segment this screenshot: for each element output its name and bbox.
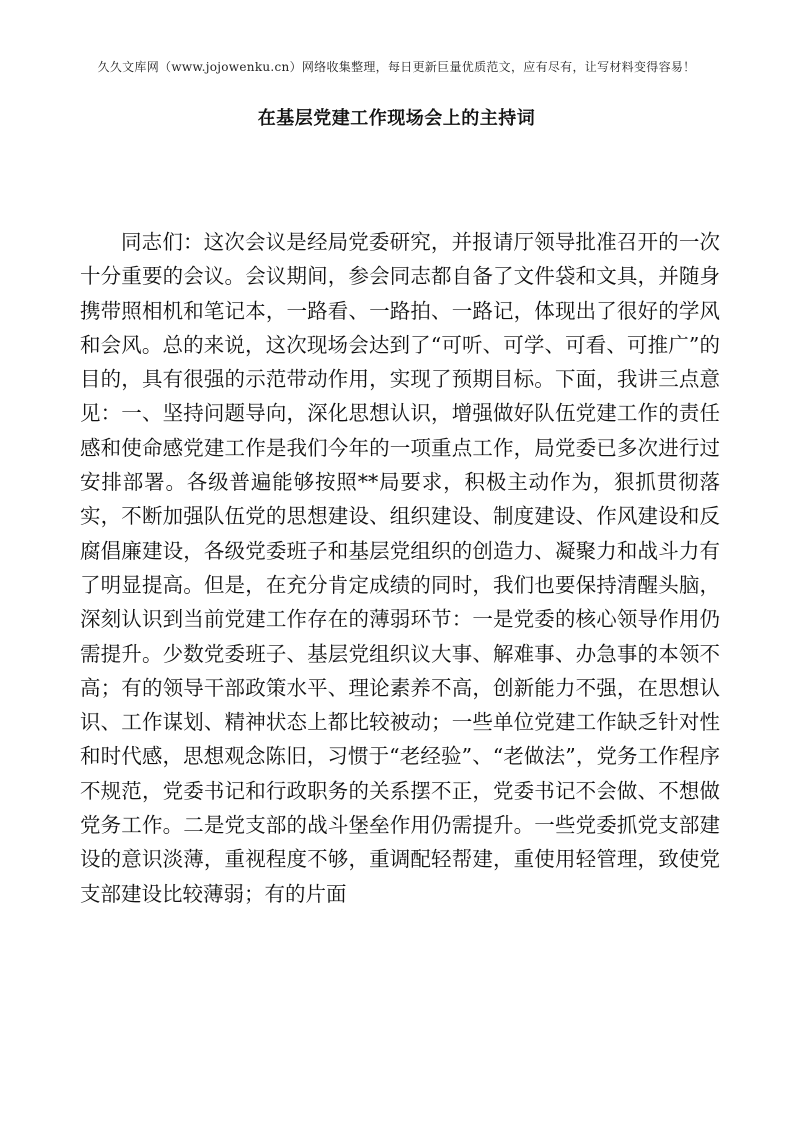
document-title: 在基层党建工作现场会上的主持词	[257, 108, 536, 129]
body-paragraph: 同志们：这次会议是经局党委研究，并报请厅领导批准召开的一次十分重要的会议。会议期间，参会同志都自备了文件袋和文具，并随身携带照相机和笔记本，一路看、一路拍、一路记，体现出了很好的学风和会风。总的来说，这次现场会达到了“可听、可学、可看、可推广”的目的，具有很强的示范带动作用，实现了预期目标。下面，我讲三点意见：一、坚持问题导向，深化思想认识，增强做好队伍党建工作的责任感和使命感党建工作是我们今年的一项重点工作，局党委已多次进行过安排部署。各级普遍能够按照**局要求，积极主动作为，狠抓贯彻落实，不断加强队伍党的思想建设、组织建设、制度建设、作风建设和反腐倡廉建设，各级党委班子和基层党组织的创造力、凝聚力和战斗力有了明显提高。但是，在充分肯定成绩的同时，我们也要保持清醒头脑，深刻认识到当前党建工作存在的薄弱环节：一是党委的核心领导作用仍需提升。少数党委班子、基层党组织议大事、解难事、办急事的本领不高；有的领导干部政策水平、理论素养不高，创新能力不强，在思想认识、工作谋划、精神状态上都比较被动；一些单位党建工作缺乏针对性和时代感，思想观念陈旧，习惯于“老经验”、“老做法”，党务工作程序不规范，党委书记和行政职务的关系摆不正，党委书记不会做、不想做党务工作。二是党支部的战斗堡垒作用仍需提升。一些党委抓党支部建设的意识淡薄，重视程度不够，重调配轻帮建，重使用轻管理，致使党支部建设比较薄弱；有的片面	[80, 230, 720, 906]
source-header: 久久文库网（www.jojowenku.cn）网络收集整理，每日更新巨量优质范文，应有尽有，让写材料变得容易！	[97, 60, 696, 74]
